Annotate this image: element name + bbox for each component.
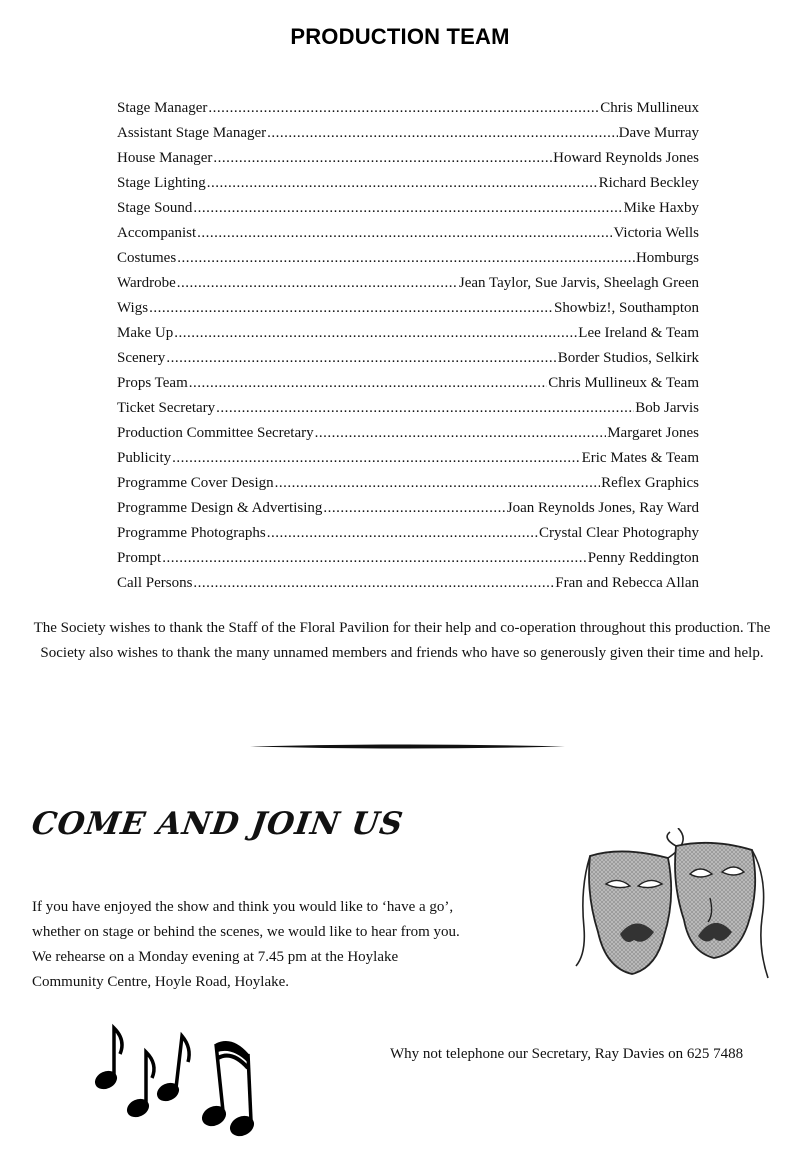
credit-role: Programme Photographs <box>117 525 266 541</box>
credit-role: Make Up <box>117 325 174 341</box>
credit-role: Scenery <box>117 350 166 366</box>
list-item <box>117 246 699 271</box>
dot-leader <box>172 446 580 471</box>
list-item <box>117 571 699 596</box>
credit-name: Lee Ireland & Team <box>578 325 699 341</box>
credit-role: Wardrobe <box>117 275 176 291</box>
credit-name: Jean Taylor, Sue Jarvis, Sheelagh Green <box>458 275 699 291</box>
credit-name: Fran and Rebecca Allan <box>555 575 699 591</box>
list-item <box>117 271 699 296</box>
join-line: We rehearse on a Monday evening at 7.45 pm at the Hoylake <box>32 949 399 965</box>
dot-leader <box>149 296 553 321</box>
dot-leader <box>323 496 505 521</box>
dot-leader <box>174 321 577 346</box>
list-item <box>117 421 699 446</box>
list-item <box>117 146 699 171</box>
credit-name: Howard Reynolds Jones <box>553 150 699 166</box>
credit-name: Homburgs <box>635 250 699 266</box>
dot-leader <box>166 346 556 371</box>
dot-leader <box>193 196 622 221</box>
list-item <box>117 96 699 121</box>
credit-role: Prompt <box>117 550 162 566</box>
credit-role: Publicity <box>117 450 172 466</box>
credit-name: Mike Haxby <box>623 200 699 216</box>
contact-line: Why not telephone our Secretary, Ray Davies on 625 7488 <box>390 1046 744 1062</box>
dot-leader <box>193 571 554 596</box>
credit-name: Crystal Clear Photography <box>539 525 699 541</box>
dot-leader <box>267 121 617 146</box>
credit-role: Production Committee Secretary <box>117 425 314 441</box>
list-item <box>117 521 699 546</box>
credit-role: Programme Design & Advertising <box>117 500 323 516</box>
list-item <box>117 371 699 396</box>
credit-name: Bob Jarvis <box>635 400 699 416</box>
list-item <box>117 346 699 371</box>
dot-leader <box>177 271 458 296</box>
list-item <box>117 196 699 221</box>
list-item <box>117 446 699 471</box>
credit-name: Richard Beckley <box>598 175 699 191</box>
credit-role: Props Team <box>117 375 188 391</box>
list-item <box>117 471 699 496</box>
credit-role: Programme Cover Design <box>117 475 274 491</box>
credit-name: Border Studios, Selkirk <box>557 350 699 366</box>
thanks-paragraph: The Society wishes to thank the Staff of the Floral Pavilion for their help and co-operation throughout this production. The Society also wishes to thank the many unnamed members and friends who have so generously given their time and help. <box>33 620 771 661</box>
credit-role: Costumes <box>117 250 177 266</box>
dot-leader <box>267 521 538 546</box>
credit-role: Wigs <box>117 300 149 316</box>
dot-leader <box>177 246 635 271</box>
credit-role: Assistant Stage Manager <box>117 125 267 141</box>
credit-name: Joan Reynolds Jones, Ray Ward <box>506 500 699 516</box>
dot-leader <box>197 221 612 246</box>
page-title: PRODUCTION TEAM <box>290 24 510 49</box>
credit-name: Eric Mates & Team <box>581 450 699 466</box>
list-item <box>117 221 699 246</box>
list-item <box>117 121 699 146</box>
credit-name: Victoria Wells <box>613 225 699 241</box>
credit-name: Dave Murray <box>618 125 699 141</box>
list-item <box>117 396 699 421</box>
dot-leader <box>315 421 607 446</box>
dot-leader <box>162 546 587 571</box>
list-item <box>117 171 699 196</box>
list-item <box>117 296 699 321</box>
credits-list <box>117 96 699 596</box>
credit-role: Ticket Secretary <box>117 400 216 416</box>
join-line: Community Centre, Hoyle Road, Hoylake. <box>32 974 290 990</box>
credit-role: Stage Sound <box>117 200 193 216</box>
join-heading: COME AND JOIN US <box>29 806 406 842</box>
join-line: If you have enjoyed the show and think you would like to ‘have a go’, <box>32 899 454 915</box>
credit-role: Stage Lighting <box>117 175 206 191</box>
credit-name: Chris Mullineux <box>600 100 699 116</box>
join-line: whether on stage or behind the scenes, we would like to hear from you. <box>32 924 460 940</box>
credit-name: Chris Mullineux & Team <box>548 375 699 391</box>
dot-leader <box>213 146 552 171</box>
credit-name: Penny Reddington <box>587 550 699 566</box>
credit-name: Margaret Jones <box>607 425 699 441</box>
credit-role: Call Persons <box>117 575 193 591</box>
dot-leader <box>207 171 598 196</box>
credit-name: Showbiz!, Southampton <box>554 300 699 316</box>
theatre-masks-icon <box>572 828 772 988</box>
dot-leader <box>275 471 600 496</box>
list-item <box>117 546 699 571</box>
credit-role: Accompanist <box>117 225 197 241</box>
credit-role: Stage Manager <box>117 100 208 116</box>
join-paragraph <box>32 895 512 995</box>
credit-role: House Manager <box>117 150 213 166</box>
credit-name: Reflex Graphics <box>601 475 699 491</box>
list-item <box>117 321 699 346</box>
dot-leader <box>189 371 547 396</box>
dot-leader <box>216 396 634 421</box>
list-item <box>117 496 699 521</box>
music-notes-icon <box>92 1018 272 1143</box>
divider <box>250 744 565 749</box>
dot-leader <box>208 96 599 121</box>
